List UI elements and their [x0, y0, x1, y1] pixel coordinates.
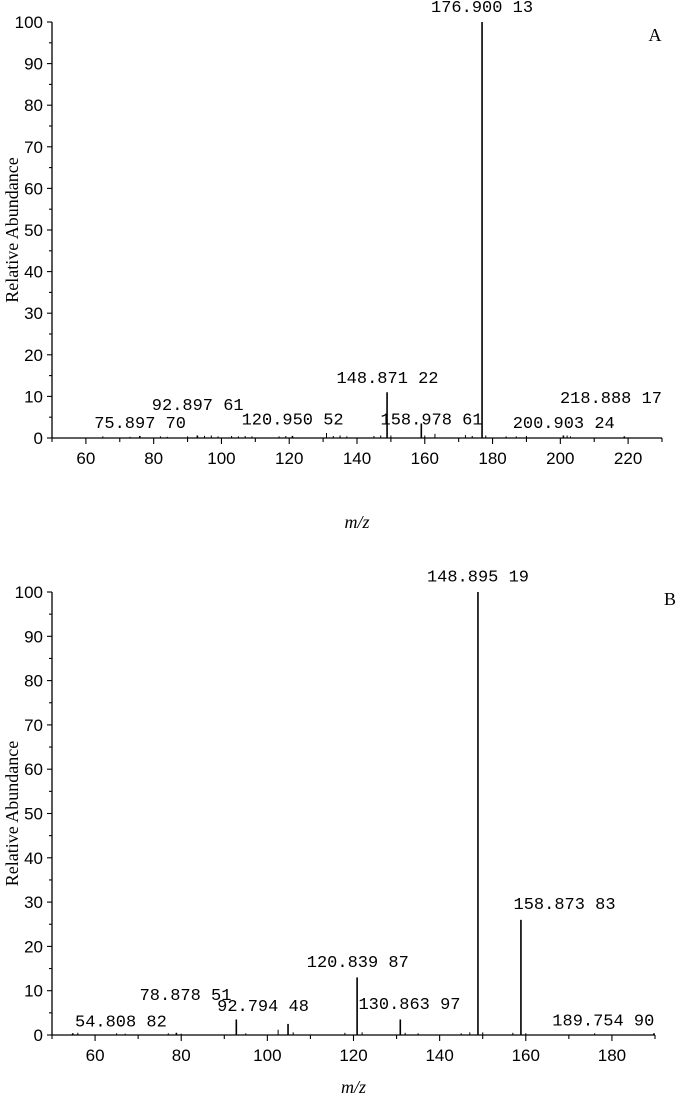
y-tick-label: 70 — [24, 715, 43, 735]
peak-label: 200.903 24 — [512, 414, 615, 434]
x-tick-label: 140 — [425, 1046, 454, 1065]
x-tick-label: 80 — [171, 1046, 191, 1065]
y-tick-label: 0 — [33, 429, 43, 448]
x-tick-label: 160 — [511, 1046, 540, 1065]
x-tick-label: 160 — [410, 449, 439, 468]
x-tick-label: 220 — [613, 449, 643, 468]
peak-label: 78.878 51 — [139, 986, 232, 1006]
y-tick-label: 100 — [14, 13, 43, 32]
y-tick-label: 50 — [24, 804, 43, 824]
x-tick-label: 100 — [207, 449, 236, 468]
x-tick-label: 60 — [85, 1046, 105, 1065]
y-tick-label: 80 — [24, 96, 43, 116]
y-tick-label: 20 — [24, 345, 43, 365]
y-axis-title: Relative Abundance — [2, 740, 22, 887]
y-tick-label: 0 — [33, 1026, 43, 1045]
y-axis-title: Relative Abundance — [2, 157, 22, 303]
peak-label: 158.873 83 — [513, 896, 616, 916]
x-tick-label: 60 — [76, 449, 96, 468]
y-tick-label: 30 — [24, 893, 43, 913]
peak-label: 158.978 61 — [380, 411, 483, 431]
y-tick-label: 80 — [24, 671, 43, 691]
y-tick-label: 40 — [24, 848, 43, 868]
peak-label: 189.754 90 — [552, 1012, 655, 1032]
x-tick-label: 180 — [478, 449, 507, 468]
peak-label: 92.897 61 — [151, 396, 244, 416]
y-tick-label: 20 — [24, 937, 43, 957]
x-tick-label: 180 — [597, 1046, 627, 1065]
panel-a — [2, 0, 662, 532]
panel-letter: B — [663, 589, 677, 609]
y-tick-label: 60 — [24, 179, 43, 199]
x-tick-label: 140 — [342, 449, 372, 468]
peak-label: 120.950 52 — [241, 411, 344, 431]
x-tick-label: 100 — [253, 1046, 282, 1065]
peak-label: 218.888 17 — [559, 389, 662, 409]
y-tick-label: 60 — [24, 760, 43, 780]
y-tick-label: 40 — [24, 262, 43, 282]
peak-label: 176.900 13 — [431, 0, 534, 18]
y-tick-label: 10 — [24, 981, 43, 1001]
x-axis-title: m/z — [344, 512, 370, 532]
x-tick-label: 200 — [546, 449, 575, 468]
peak-label: 75.897 70 — [94, 414, 187, 434]
peak-label: 120.839 87 — [306, 953, 409, 973]
x-tick-label: 120 — [339, 1046, 368, 1065]
x-axis-title: m/z — [340, 1077, 367, 1097]
x-tick-label: 120 — [275, 449, 304, 468]
y-tick-label: 30 — [24, 304, 43, 324]
x-tick-label: 80 — [144, 449, 164, 468]
y-tick-label: 70 — [24, 137, 43, 157]
peak-label: 148.871 22 — [336, 369, 439, 389]
peak-label: 148.895 19 — [426, 568, 529, 588]
peak-label: 54.808 82 — [75, 1013, 167, 1033]
y-tick-label: 90 — [24, 54, 43, 74]
peak-label: 92.794 48 — [217, 998, 309, 1018]
y-tick-label: 50 — [24, 221, 43, 240]
y-tick-label: 100 — [14, 583, 43, 602]
panel-b — [2, 568, 676, 1097]
y-tick-label: 90 — [24, 627, 43, 647]
panel-letter: A — [648, 25, 662, 45]
y-tick-label: 10 — [24, 387, 43, 407]
peak-label: 130.863 97 — [358, 995, 461, 1015]
